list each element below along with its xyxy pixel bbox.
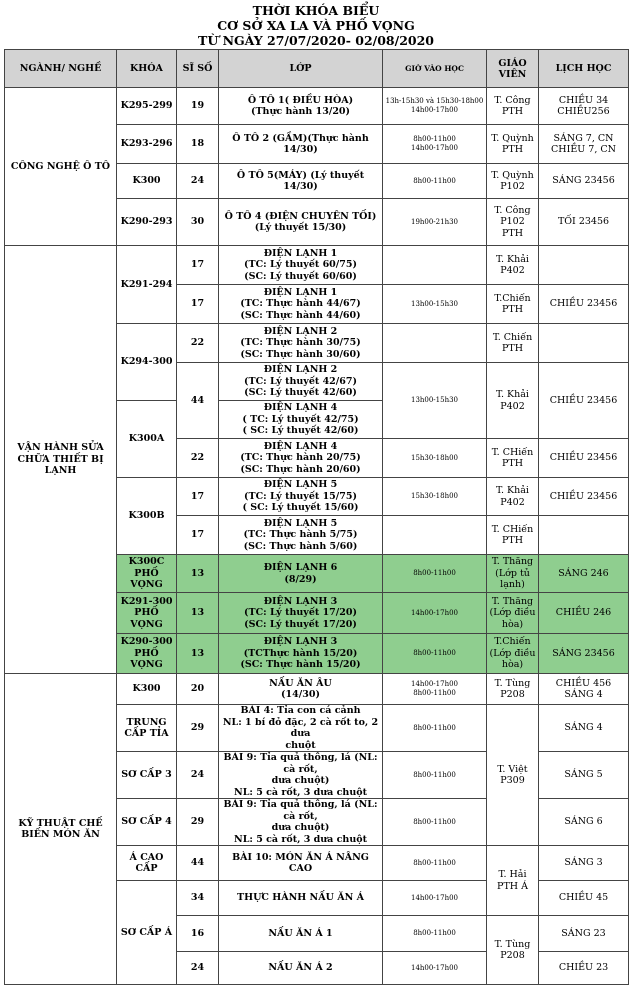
gv-cell: T.Chiến PTH — [487, 285, 539, 324]
table-row — [5, 88, 629, 125]
group-name: KỸ THUẬT CHẾ BIẾN MÓN ĂN — [5, 674, 117, 985]
gio-cell: 8h00-11h00 — [383, 799, 487, 846]
lich-cell: SÁNG 3 — [539, 846, 629, 881]
khoa-cell: K300B — [117, 478, 177, 555]
siso-cell: 30 — [177, 199, 219, 246]
siso-cell: 17 — [177, 285, 219, 324]
lop-cell: ĐIỆN LẠNH 5 (TC: Lý thuyết 15/75) ( SC: Lý thuyết 15/60) — [219, 478, 383, 516]
lich-cell — [539, 516, 629, 555]
lich-cell: SÁNG 23 — [539, 916, 629, 952]
lich-cell: CHIỀU 456 SÁNG 4 — [539, 674, 629, 705]
khoa-cell: K300 — [117, 674, 177, 705]
gv-cell: T. Thăng (Lớp điều hòa) — [487, 593, 539, 634]
gio-cell: 19h00-21h30 — [383, 199, 487, 246]
header-khoa: KHÓA — [117, 50, 177, 88]
gio-cell — [383, 516, 487, 555]
gio-cell: 15h30-18h00 — [383, 439, 487, 478]
lop-cell: THỰC HÀNH NẤU ĂN Á — [219, 881, 383, 916]
lich-cell: SÁNG 23456 — [539, 634, 629, 674]
khoa-cell: K291-294 — [117, 246, 177, 324]
siso-cell: 19 — [177, 88, 219, 125]
gio-cell: 14h00-17h00 — [383, 952, 487, 985]
lop-cell: Ô TÔ 1( ĐIỀU HÒA) (Thực hành 13/20) — [219, 88, 383, 125]
gv-cell: T. Khải P402 — [487, 478, 539, 516]
khoa-cell: K290-293 — [117, 199, 177, 246]
gio-cell: 14h00-17h00 — [383, 881, 487, 916]
header-gio: GIỜ VÀO HỌC — [383, 50, 487, 88]
siso-cell: 29 — [177, 705, 219, 752]
siso-cell: 18 — [177, 125, 219, 164]
lich-cell: CHIỀU 23456 — [539, 439, 629, 478]
table-row — [5, 246, 629, 285]
lop-cell: BÀI 9: Tỉa quả thông, lá (NL: cà rốt, dưa chuột) NL: 5 cà rốt, 3 dưa chuột — [219, 799, 383, 846]
gio-cell — [383, 324, 487, 363]
siso-cell: 20 — [177, 674, 219, 705]
khoa-cell: Á CAO CẤP — [117, 846, 177, 881]
lich-cell: SÁNG 4 — [539, 705, 629, 752]
lich-cell: CHIỀU 23456 — [539, 285, 629, 324]
table-row — [5, 674, 629, 705]
khoa-cell: K300 — [117, 164, 177, 199]
khoa-cell: K294-300 — [117, 324, 177, 401]
siso-cell: 22 — [177, 439, 219, 478]
gio-cell: 8h00-11h00 — [383, 705, 487, 752]
gio-cell: 13h00-15h30 — [383, 285, 487, 324]
siso-cell: 44 — [177, 846, 219, 881]
lich-cell: SÁNG 246 — [539, 555, 629, 593]
siso-cell: 29 — [177, 799, 219, 846]
gio-cell: 8h00-11h00 — [383, 752, 487, 799]
lop-cell: ĐIỆN LẠNH 6 (8/29) — [219, 555, 383, 593]
khoa-cell: TRUNG CẤP TỈA — [117, 705, 177, 752]
gio-cell — [383, 246, 487, 285]
gv-cell: T. Công PTH — [487, 88, 539, 125]
lop-cell: ĐIỆN LẠNH 3 (TCThực hành 15/20) (SC: Thực hành 15/20) — [219, 634, 383, 674]
gv-cell: T. Hải PTH Á — [487, 846, 539, 916]
gio-cell: 8h00-11h00 — [383, 164, 487, 199]
lop-cell: NẤU ĂN ÂU (14/30) — [219, 674, 383, 705]
khoa-cell: SƠ CẤP 4 — [117, 799, 177, 846]
lop-cell: ĐIỆN LẠNH 1 (TC: Lý thuyết 60/75) (SC: Lý thuyết 60/60) — [219, 246, 383, 285]
gv-cell: T. Quỳnh P102 — [487, 164, 539, 199]
siso-cell: 17 — [177, 246, 219, 285]
lich-cell: CHIỀU 34 CHIỀU256 — [539, 88, 629, 125]
siso-cell: 13 — [177, 634, 219, 674]
lich-cell: CHIỀU 45 — [539, 881, 629, 916]
header-lop: LỚP — [219, 50, 383, 88]
khoa-cell: K300C PHỐ VỌNG — [117, 555, 177, 593]
lop-cell: ĐIỆN LẠNH 2 (TC: Lý thuyết 42/67) (SC: Lý thuyết 42/60) — [219, 363, 383, 401]
siso-cell: 17 — [177, 478, 219, 516]
lop-cell: Ô TÔ 2 (GẦM)(Thực hành 14/30) — [219, 125, 383, 164]
lop-cell: NẤU ĂN Á 1 — [219, 916, 383, 952]
siso-cell: 13 — [177, 593, 219, 634]
lich-cell: CHIỀU 23 — [539, 952, 629, 985]
gio-cell: 14h00-17h00 — [383, 593, 487, 634]
lich-cell — [539, 324, 629, 363]
lop-cell: BÀI 4: Tỉa con cá cảnh NL: 1 bí đỏ đặc, 2 cà rốt to, 2 dưa chuột — [219, 705, 383, 752]
gv-cell: T. CHiến PTH — [487, 439, 539, 478]
lich-cell: SÁNG 23456 — [539, 164, 629, 199]
gio-cell: 14h00-17h00 8h00-11h00 — [383, 674, 487, 705]
gv-cell: T. Khải P402 — [487, 246, 539, 285]
header-lich: LỊCH HỌC — [539, 50, 629, 88]
gio-cell: 8h00-11h00 — [383, 846, 487, 881]
lop-cell: NẤU ĂN Á 2 — [219, 952, 383, 985]
siso-cell: 13 — [177, 555, 219, 593]
gio-cell: 13h00-15h30 — [383, 363, 487, 439]
lich-cell — [539, 246, 629, 285]
siso-cell: 34 — [177, 881, 219, 916]
header-siso: SĨ SỐ — [177, 50, 219, 88]
schedule-table — [4, 49, 629, 985]
siso-cell: 24 — [177, 952, 219, 985]
gv-cell: T. Khải P402 — [487, 363, 539, 439]
khoa-cell: K290-300 PHỐ VỌNG — [117, 634, 177, 674]
gv-cell: T. Việt P309 — [487, 705, 539, 846]
header-nganh: NGÀNH/ NGHỀ — [5, 50, 117, 88]
lop-cell: BÀI 10: MÓN ĂN Á NÂNG CAO — [219, 846, 383, 881]
khoa-cell: SƠ CẤP Á — [117, 881, 177, 985]
title-line-3: TỪ NGÀY 27/07/2020- 02/08/2020 — [198, 33, 434, 48]
lop-cell: ĐIỆN LẠNH 1 (TC: Thực hành 44/67) (SC: Thực hành 44/60) — [219, 285, 383, 324]
page-title — [0, 0, 632, 49]
siso-cell: 16 — [177, 916, 219, 952]
gv-cell: T. Tùng P208 — [487, 916, 539, 985]
header-gv: GIÁO VIÊN — [487, 50, 539, 88]
gio-cell: 15h30-18h00 — [383, 478, 487, 516]
lop-cell: ĐIỆN LẠNH 4 (TC: Thực hành 20/75) (SC: Thực hành 20/60) — [219, 439, 383, 478]
lich-cell: SÁNG 6 — [539, 799, 629, 846]
khoa-cell: K293-296 — [117, 125, 177, 164]
header-row — [5, 50, 629, 88]
lop-cell: ĐIỆN LẠNH 5 (TC: Thực hành 5/75) (SC: Thực hành 5/60) — [219, 516, 383, 555]
gio-cell: 8h00-11h00 — [383, 634, 487, 674]
gv-cell: T. Công P102 PTH — [487, 199, 539, 246]
gv-cell: T. Chiến PTH — [487, 324, 539, 363]
lop-cell: BÀI 9: Tỉa quả thông, lá (NL: cà rốt, dưa chuột) NL: 5 cà rốt, 3 dưa chuột — [219, 752, 383, 799]
lich-cell: CHIỀU 23456 — [539, 478, 629, 516]
lich-cell: CHIỀU 23456 — [539, 363, 629, 439]
siso-cell: 24 — [177, 164, 219, 199]
lich-cell: TỐI 23456 — [539, 199, 629, 246]
siso-cell: 44 — [177, 363, 219, 439]
gv-cell: T. CHiến PTH — [487, 516, 539, 555]
group-name: VẬN HÀNH SỬA CHỮA THIẾT BỊ LẠNH — [5, 246, 117, 674]
gv-cell: T. Quỳnh PTH — [487, 125, 539, 164]
lop-cell: ĐIỆN LẠNH 2 (TC: Thực hành 30/75) (SC: Thực hành 30/60) — [219, 324, 383, 363]
lop-cell: Ô TÔ 5(MÁY) (Lý thuyết 14/30) — [219, 164, 383, 199]
khoa-cell: K291-300 PHỐ VỌNG — [117, 593, 177, 634]
gio-cell: 13h-15h30 và 15h30-18h00 14h00-17h00 — [383, 88, 487, 125]
lop-cell: ĐIỆN LẠNH 4 ( TC: Lý thuyết 42/75) ( SC: Lý thuyết 42/60) — [219, 401, 383, 439]
lop-cell: ĐIỆN LẠNH 3 (TC: Lý thuyết 17/20) (SC: Lý thuyết 17/20) — [219, 593, 383, 634]
gio-cell: 8h00-11h00 14h00-17h00 — [383, 125, 487, 164]
group-name: CÔNG NGHỆ Ô TÔ — [5, 88, 117, 246]
lich-cell: SÁNG 7, CN CHIỀU 7, CN — [539, 125, 629, 164]
lop-cell: Ô TÔ 4 (ĐIỆN CHUYÊN TỐI) (Lý thuyết 15/30) — [219, 199, 383, 246]
siso-cell: 17 — [177, 516, 219, 555]
gio-cell: 8h00-11h00 — [383, 555, 487, 593]
title-line-1: THỜI KHÓA BIỂU — [252, 3, 380, 18]
lich-cell: CHIỀU 246 — [539, 593, 629, 634]
gio-cell: 8h00-11h00 — [383, 916, 487, 952]
siso-cell: 22 — [177, 324, 219, 363]
gv-cell: T. Thăng (Lớp tủ lạnh) — [487, 555, 539, 593]
khoa-cell: K295-299 — [117, 88, 177, 125]
title-line-2: CƠ SỞ XA LA VÀ PHỐ VỌNG — [217, 18, 415, 33]
lich-cell: SÁNG 5 — [539, 752, 629, 799]
khoa-cell: K300A — [117, 401, 177, 478]
gv-cell: T.Chiến (Lớp điều hòa) — [487, 634, 539, 674]
siso-cell: 24 — [177, 752, 219, 799]
gv-cell: T. Tùng P208 — [487, 674, 539, 705]
khoa-cell: SƠ CẤP 3 — [117, 752, 177, 799]
